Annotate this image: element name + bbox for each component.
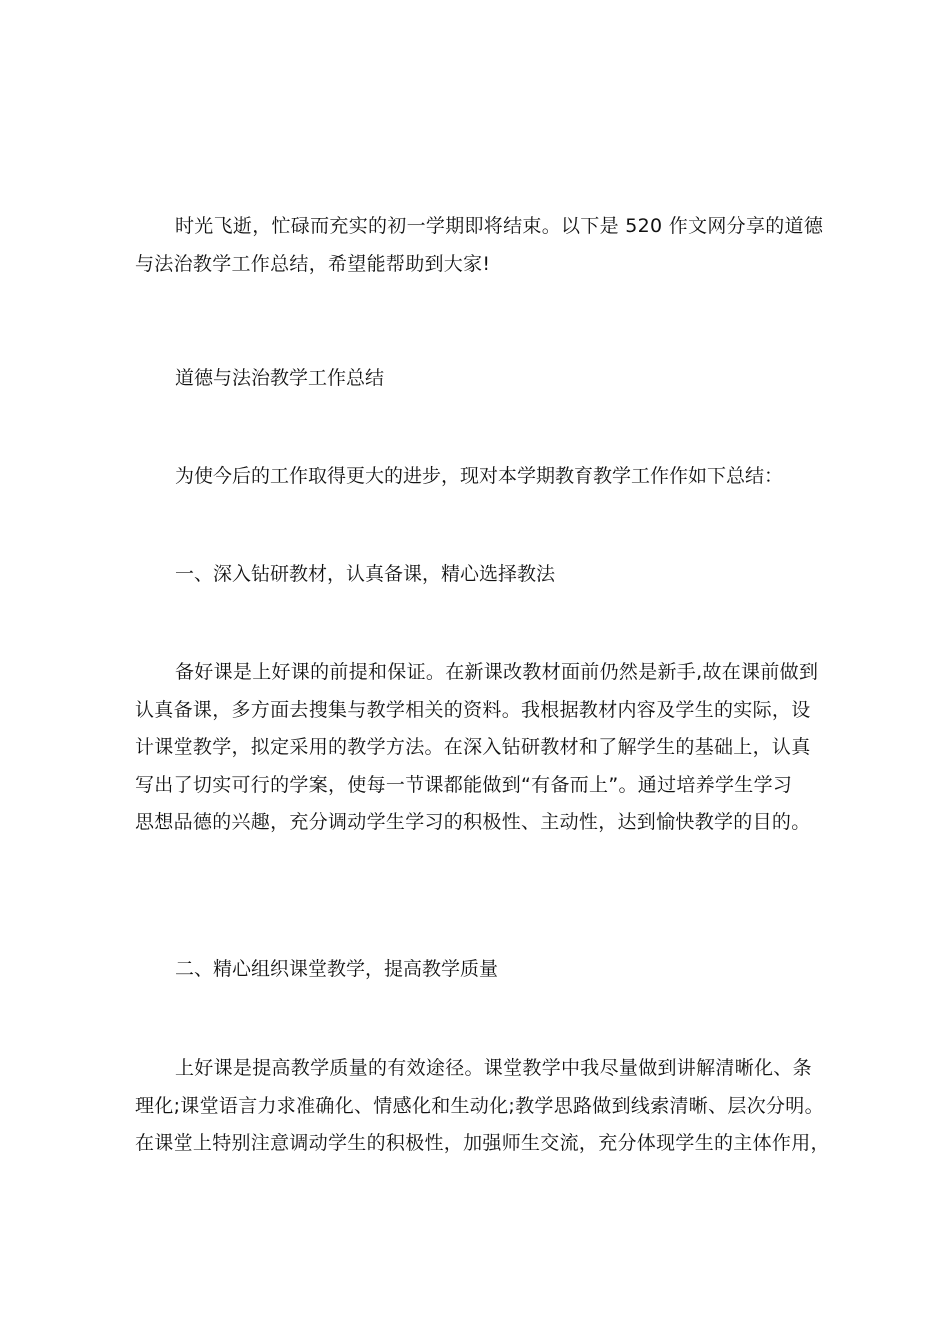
- text-line: 理化;课堂语言力求准确化、情感化和生动化;教学思路做到线索清晰、层次分明。: [135, 1094, 824, 1117]
- text-line: 计课堂教学，拟定采用的教学方法。在深入钻研教材和了解学生的基础上，认真: [135, 736, 811, 758]
- lead-sentence: 为使今后的工作取得更大的进步，现对本学期教育教学工作作如下总结：: [175, 465, 784, 487]
- section-2-heading: 二、精心组织课堂教学，提高教学质量: [175, 958, 499, 980]
- text-line: 与法治教学工作总结，希望能帮助到大家!: [135, 252, 491, 275]
- intro-paragraph: [135, 208, 824, 283]
- text-line: 写出了切实可行的学案，使每一节课都能做到“有备而上”。通过培养学生学习: [135, 773, 793, 796]
- text-line: 思想品德的兴趣，充分调动学生学习的积极性、主动性，达到愉快教学的目的。: [135, 811, 811, 833]
- text-line: 认真备课，多方面去搜集与教学相关的资料。我根据教材内容及学生的实际，设: [135, 698, 811, 721]
- text-line: 时光飞逝，忙碌而充实的初一学期即将结束。以下是 520 作文网分享的道德: [175, 215, 824, 237]
- text-line: 上好课是提高教学质量的有效途径。课堂教学中我尽量做到讲解清晰化、条: [175, 1057, 812, 1079]
- section-2-paragraph: [135, 1050, 830, 1163]
- section-1-heading: 一、深入钻研教材，认真备课，精心选择教法: [175, 563, 556, 585]
- section-1-paragraph: [135, 654, 820, 842]
- document-title: 道德与法治教学工作总结: [175, 367, 385, 389]
- text-line: 备好课是上好课的前提和保证。在新课改教材面前仍然是新手,故在课前做到: [175, 661, 819, 683]
- text-line: 在课堂上特别注意调动学生的积极性，加强师生交流，充分体现学生的主体作用，: [135, 1132, 830, 1154]
